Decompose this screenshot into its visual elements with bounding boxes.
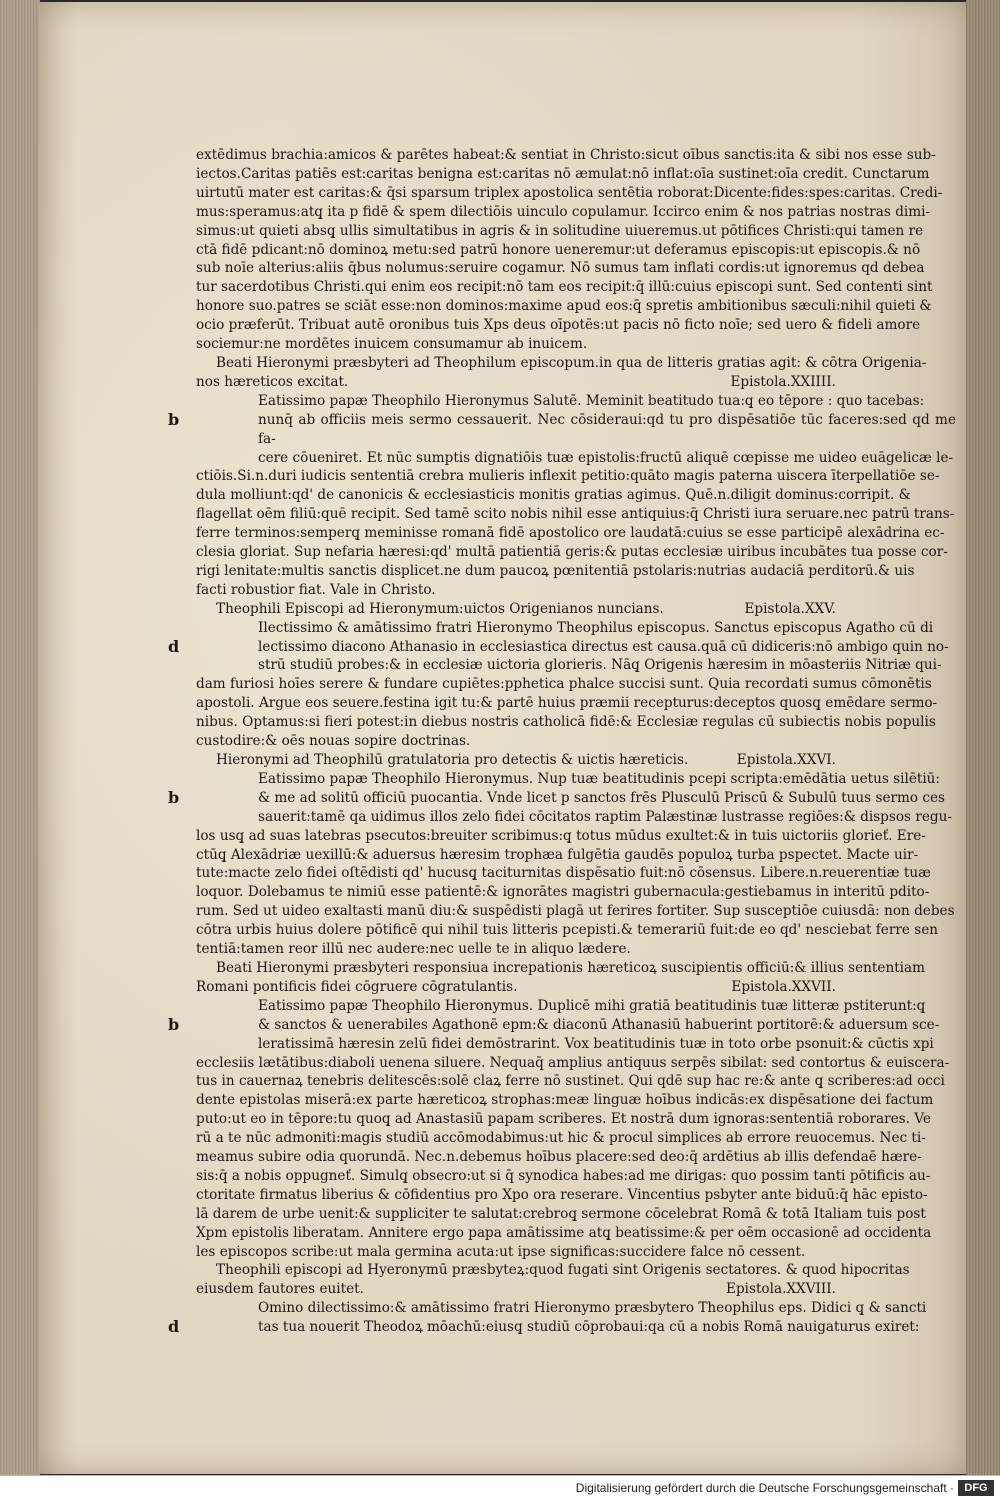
text-line: sociemur:ne mordētes inuicem consumamur ab inuicem. — [196, 336, 588, 353]
epistle-number: Epistola.XXVI. — [736, 752, 836, 768]
dfg-logo: DFG — [958, 1480, 994, 1496]
text-line: lā darem de urbe uenit:& suppliciter te salutat:crebroq̧ sermone cōcelebrat Romā & totā Italiam tuis post — [196, 1205, 926, 1222]
footer-bar — [0, 1475, 1000, 1502]
epistle-number: Epistola.XXVII. — [731, 978, 836, 995]
text-line: extēdimus brachia:amicos & parētes habeat:& sentiat in Christo:sicut oībus sanctis:ita & sibi nos esse sub- — [196, 147, 936, 163]
epistle-number: Epistola.XXV. — [744, 600, 836, 617]
heading-title-cont — [196, 978, 956, 997]
epistle-28-body — [168, 1299, 956, 1337]
heading-title: Beati Hieronymi præsbyteri ad Theophilum episcopum.in qua de litteris gratias agit: & cōtra Origenia- — [216, 354, 927, 371]
text-line: simus:ut quieti absq̧ ullis simultatibus in agris & in solitudine uiueremus.ut pōtifices Christi:qui tamen re — [196, 222, 924, 239]
heading-title-cont — [196, 373, 956, 392]
text-line: custodire:& oēs nouas sopire doctrinas. — [196, 733, 471, 750]
heading-title-cont-text: Romani pontificis fidei cōgruere cōgratulantis. — [196, 978, 518, 995]
text-line: leratissimā hæresin zelū fidei demōstrarint. Vox beatitudinis tuæ in toto orbe psonuit:& cūctis xpi — [258, 1035, 934, 1052]
text-line: los usq̧ ad suas latebras psecutos:breuiter scribimus:q̧ totus mūdus exultet:& in tuis uictoriis glorieť. Ere- — [196, 827, 926, 844]
heading-title-cont — [196, 1280, 956, 1299]
text-line: Omino dilectissimo:& amātissimo fratri Hieronymo præsbytero Theophilus eps. Didici q̧ & sancti — [258, 1300, 927, 1317]
heading-title — [196, 600, 956, 619]
margin-letter: d — [168, 1317, 180, 1337]
text-line: ctiōis.Si.n.duri iudicis sententiā crebra mulieris inflexit petitio:quāto magis paterna uiscera īterpellatiōe se- — [196, 468, 940, 485]
text-line: cere cōueniret. Et nūc sumptis dignatiōis tuæ epistolis:fructū aliquē cœpisse me uideo euāgelicæ le- — [258, 449, 954, 466]
text-line: strū studiū probes:& in ecclesiæ uictoria glorieris. Nāq̧ Origenis hæresim in mōasteriis Nitriæ qui- — [258, 657, 942, 674]
text-line: & me ad solitū officiū puocantia. Vnde licet p sanctos frēs Plusculū Priscū & Subulū tuus sermo ces — [258, 789, 946, 806]
main-text-block — [168, 146, 956, 1337]
epistle-heading-25 — [196, 600, 956, 619]
text-line: loquor. Dolebamus te nimiū esse patientē:& ignorātes magistri gubernacula:gestiebamus in interitū pdito- — [196, 884, 930, 901]
text-line: flagellat oēm filiū:quē recipit. Sed tamē scito nobis nihil esse antiquius:q̄ Christi iura seruare.nec patrū trans- — [196, 506, 955, 523]
epistle-24-body — [168, 392, 956, 600]
text-line: uirtutū mater est caritas:& q̄si sparsum triplex apostolica sentētia roborat:Dicente:fides:spes:caritas. Credi- — [196, 184, 943, 201]
epistle-heading-27 — [196, 959, 956, 997]
right-page-edge — [966, 0, 1000, 1475]
text-line: facti robustior fiat. Vale in Christo. — [196, 581, 436, 598]
text-line: mus:speramus:atq̧ ita p fidē & spem dilectiōis uinculo copulamur. Iccirco enim & nos patrias nostras dimi- — [196, 203, 931, 220]
text-line: les episcopos scribe:ut mala germina acuta:ut ipse significas:succidere falce nō cessent. — [196, 1243, 806, 1260]
heading-title-text: Theophili Episcopi ad Hieronymum:uictos Origenianos nuncians. — [216, 600, 664, 617]
text-line: cōtra urbis huius dolere pōtificē qui nihil tuis litteris pcepisti.& temerariū fuit:de eo qd' nesciebat ferre sen — [196, 922, 938, 939]
text-line: meamus subire odia quorundā. Nec.n.debemus hoībus placere:sed deo:q̄ ardētius ab illis defendaē hære- — [196, 1149, 922, 1166]
left-page-stack — [0, 0, 40, 1475]
margin-letter: b — [168, 409, 180, 429]
text-line: rigi lenitate:multis sanctis displicet.ne dum paucoꝝ pœnitentiā pstolaris:nutrias audaciā perditorū.& uis — [196, 562, 915, 579]
text-line: sauerit:tamē qa uidimus illos zelo fidei cōcitatos raptim Palæstinæ lustrasse regiōes:& dispsos regu- — [258, 808, 952, 825]
text-line: dam furiosi hoīes serere & fundare cupiētes:pphetica phalce succisi sunt. Quia recordati sumus cōmonētis — [196, 676, 932, 693]
text-line: rū a te nūc admoniti:magis studiū accōmodabimus:ut hic & procul simplices ab errore reuocemus. Nec ti- — [196, 1130, 926, 1147]
epistle-heading-24 — [196, 354, 956, 392]
heading-title: Theophili episcopi ad Hyeronymū præsbyteꝝ:quod fugati sint Origenis sectatores. & quod hipocritas — [216, 1262, 910, 1279]
text-line: ctūq̧ Alexādriæ uexillū:& aduersus hæresim trophæa fulgētia gaudēs populoꝝ turba pspectet. Macte uir- — [196, 846, 919, 863]
text-line: sub noīe alterius:aliis q̄bus nolumus:seruire cogamur. Nō sumus tam inflati cordis:ut ignoremus qd debea — [196, 260, 925, 277]
text-line: ctoritate firmatus liberius & cōfidentius pro Xpo ora reserare. Vincentius psbyter ante biduū:q̄ hāc episto- — [196, 1186, 928, 1203]
epistle-number: Epistola.XXIIII. — [730, 373, 836, 390]
margin-letter: b — [168, 787, 180, 807]
text-line: puto:ut eo in tēpore:tu quoq̧ ad Anastasiū papam scriberes. Et nostrā dum ignoras:sententiā roborares. Ve — [196, 1111, 931, 1128]
text-line: & sanctos & uenerabiles Agathonē epm:& diaconū Athanasiū habuerint portitorē:& aduersum sce- — [258, 1016, 940, 1033]
epistle-27-body — [168, 997, 956, 1262]
text-line: iectos.Caritas patiēs est:caritas benigna est:caritas nō æmulat:nō inflat:oīa sustinet:oīa credit. Cunctarum — [196, 165, 930, 182]
text-line: Eatissimo papæ Theophilo Hieronymus Salutē. Meminit beatitudo tua:q̧ eo tēpore : quo tacebas: — [258, 392, 925, 409]
heading-title-cont-text: nos hæreticos excitat. — [196, 373, 349, 390]
text-line: nunq̄ ab officiis meis sermo cessauerit. Nec cōsideraui:qd tu pro dispēsatiōe tūc faceres:sed qd me fa- — [258, 411, 956, 447]
text-line: dente epistolas miserā:ex parte hæreticoꝝ strophas:meæ linguæ hoībus indicās:ex dispēsatione dei factum — [196, 1092, 934, 1109]
margin-letter: d — [168, 636, 180, 656]
text-line: sis:q̄ a nobis oppugneť. Simulq̧ obsecro:ut si q̄ synodica habes:ad me dirigas: quo possim tanti pōtificis au- — [196, 1167, 931, 1184]
heading-title-cont-text: eiusdem fautores euitet. — [196, 1281, 364, 1298]
text-line: ocio præferūt. Tribuat autē oronibus tuis Xps deus oīpotēs:ut pacis nō ficto noīe; sed uero & fideli amore — [196, 317, 921, 334]
heading-title: Beati Hieronymi præsbyteri responsiua increpationis hæreticoꝝ suscipientis officiū:& illius sententiam — [216, 959, 926, 976]
footer-credit: Digitalisierung gefördert durch die Deutsche Forschungsgemeinschaft · — [575, 1481, 954, 1495]
text-line: ferre terminos:semperq̧ meminisse romanā fidē apostolico ore laudatā:cuius se esse participē alexādrina ec- — [196, 525, 945, 542]
text-line: honore suo.patres se sciāt esse:non dominos:maxime apud eos:q̄ spretis ambitionibus sæculi:nihil quieti & — [196, 298, 932, 315]
epistle-heading-28 — [196, 1261, 956, 1299]
text-line: Xpm epistolis liberatam. Annitere ergo papa amātissime atq̧ beatissime:& per oēm occasionē ad occidenta — [196, 1224, 932, 1241]
text-line: nibus. Optamus:si fieri potest:in diebus nostris catholicā fidē:& Ecclesiæ regulas cū subiectis nobis populis — [196, 714, 936, 731]
text-line: ecclesiis lætātibus:diaboli uenena siluere. Nequaq̄ amplius antiquus serpēs sibilat: sed contortus & euiscera- — [196, 1054, 950, 1071]
text-line: tur sacerdotibus Christi.qui enim eos recipit:nō tam eos recipit:q̄ illū:cuius episcopi sunt. Sed contenti sint — [196, 279, 933, 296]
text-line: clesia gloriat. Sup nefaria hæresi:qd' multā patientiā geris:& putas ecclesiæ uiribus incubātes tua posse cor- — [196, 544, 948, 561]
text-line: rum. Sed ut uideo exaltasti manū diu:& suspēdisti plagā ut ferires fortiter. Sup susceptiōe cuiusdā: non debes — [196, 903, 955, 920]
heading-title-text: Hieronymi ad Theophilū gratulatoria pro detectis & uictis hæreticis. — [216, 752, 689, 768]
text-line: dula molliunt:qd' de canonicis & ecclesiasticis monitis gratias agimus. Quē.n.diligit dominus:corripit. & — [196, 487, 911, 504]
epistle-23-body — [196, 146, 956, 354]
text-line: Eatissimo papæ Theophilo Hieronymus. Duplicē mihi gratiā beatitudinis tuæ litteræ pstiterunt:q̧ — [258, 997, 926, 1014]
text-line: Eatissimo papæ Theophilo Hieronymus. Nup tuæ beatitudinis pcepi scripta:emēdātia uetus silētiū: — [258, 770, 941, 787]
text-line: tus in cauernaꝝ tenebris delitescēs:solē claꝝ ferre nō sustinet. Qui qdē sup hac re:& ante q̧ scriberes:ad occi — [196, 1073, 945, 1090]
epistle-26-body — [168, 770, 956, 959]
epistle-number: Epistola.XXVIII. — [726, 1281, 836, 1298]
epistle-heading-26 — [196, 751, 956, 770]
text-line: tentiā:tamen reor illū nec audere:nec uelle te in aliquo lædere. — [196, 941, 631, 958]
text-line: tute:macte zelo fidei oſtēdisti qd' hucusq̧ taciturnitas dispēsatio fuit:nō cōsensus. Libere.n.reuerentiæ tuæ — [196, 865, 931, 882]
text-line: apostoli. Argue eos seuere.festina igit tu:& partē huius præmii recepturus:deceptos quosq̧ emēdare sermo- — [196, 695, 938, 712]
margin-letter: b — [168, 1014, 180, 1034]
epistle-25-body — [168, 619, 956, 751]
text-line: lectissimo diacono Athanasio in ecclesiastica directus est causa.quā cū didiceris:nō ambigo quin no- — [258, 638, 949, 655]
text-line: tas tua nouerit Theodoꝝ mōachū:eiusq̧ studiū cōprobaui:qa cū a nobis Romā nauigaturus exiret: — [258, 1319, 920, 1336]
heading-title — [196, 751, 956, 770]
text-line: Ilectissimo & amātissimo fratri Hieronymo Theophilus episcopus. Sanctus episcopus Agatho cū di — [258, 619, 934, 636]
text-line: ctā fidē pdicant:nō dominoꝝ metu:sed patrū honore ueneremur:ut deferamus episcopis:ut episcopis.& nō — [196, 241, 921, 258]
